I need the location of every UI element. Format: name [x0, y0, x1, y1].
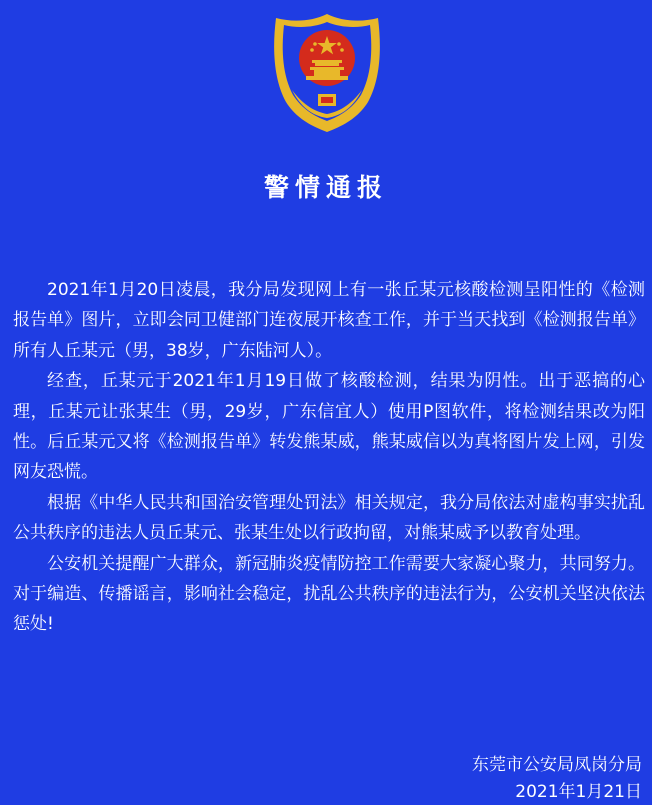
notice-body: [13, 275, 645, 640]
page-title: 警情通报: [263, 173, 388, 202]
signature-date: 2021年1月21日: [515, 782, 642, 802]
paragraph-2: 经查，丘某元于2021年1月19日做了核酸检测，结果为阴性。出于恶搞的心理，丘某元让张某生（男，29岁，广东信宜人）使用P图软件，将检测结果改为阳性。后丘某元又将《检测报告单》转发熊某威，熊某威信以为真将图片发上网，引发网友恐慌。: [13, 371, 645, 483]
police-emblem-icon: [268, 10, 386, 134]
paragraph-4: 公安机关提醒广大群众，新冠肺炎疫情防控工作需要大家凝心聚力，共同努力。对于编造、传播谣言，影响社会稳定，扰乱公共秩序的违法行为，公安机关坚决依法惩处!: [13, 553, 645, 635]
paragraph-3: 根据《中华人民共和国治安管理处罚法》相关规定，我分局依法对虚构事实扰乱公共秩序的违法人员丘某元、张某生处以行政拘留，对熊某威予以教育处理。: [13, 492, 645, 544]
paragraph-1: 2021年1月20日凌晨，我分局发现网上有一张丘某元核酸检测呈阳性的《检测报告单》图片，立即会同卫健部门连夜展开核查工作，并于当天找到《检测报告单》所有人丘某元（男，38岁，广东陆河人）。: [13, 280, 645, 361]
signature-org: 东莞市公安局凤岗分局: [472, 755, 642, 775]
